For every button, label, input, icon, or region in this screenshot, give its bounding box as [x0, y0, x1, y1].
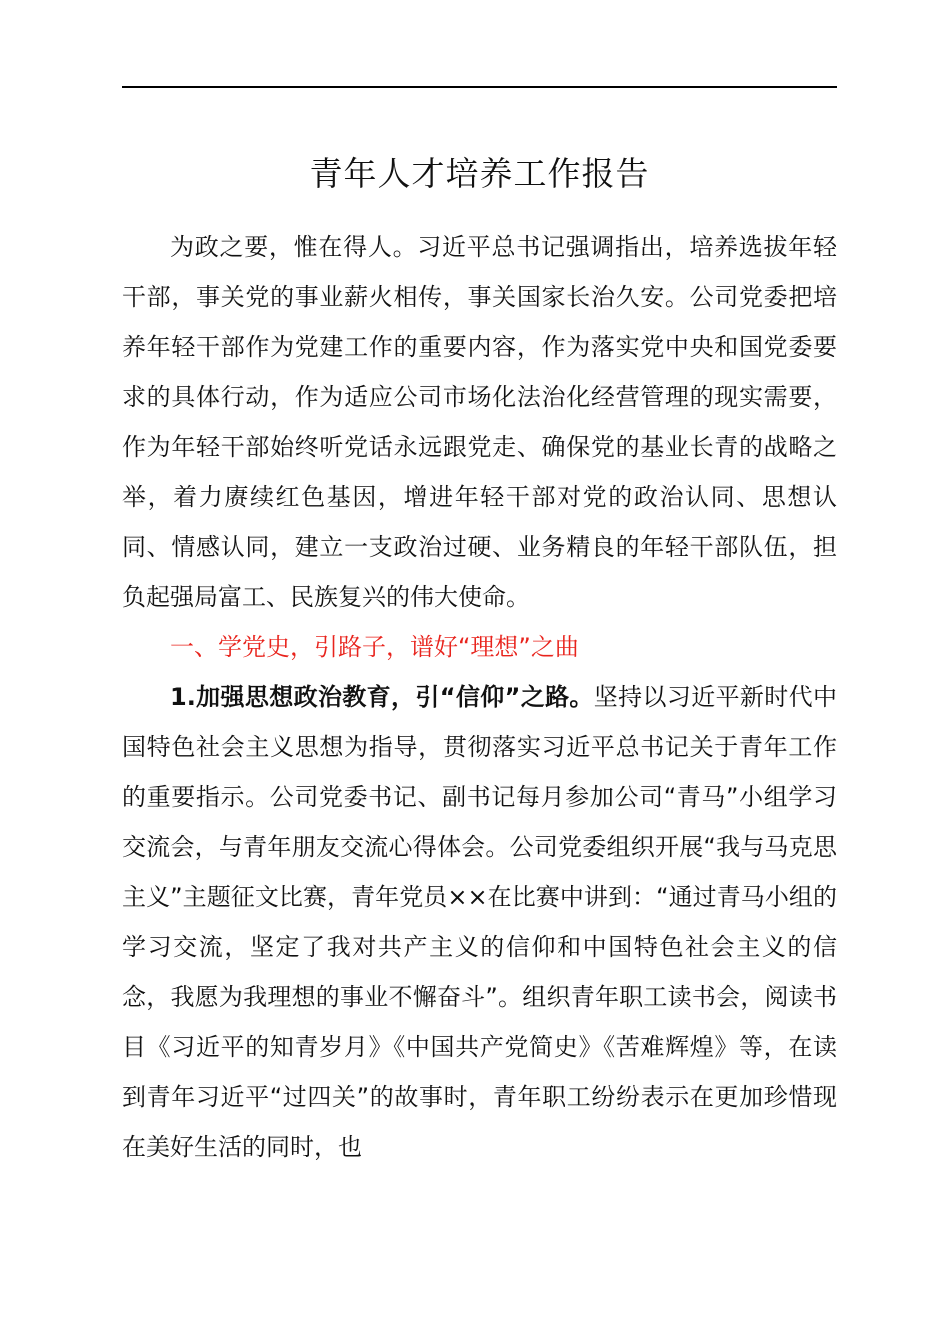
subsection-1-lead: 1.加强思想政治教育，引“信仰”之路。: [170, 683, 594, 711]
subsection-1-text: 坚持以习近平新时代中国特色社会主义思想为指导，贯彻落实习近平总书记关于青年工作的重要指示。公司党委书记、副书记每月参加公司“青马”小组学习交流会，与青年朋友交流心得体会。公司党委组织开展“我与马克思主义”主题征文比赛，青年党员××在比赛中讲到：“通过青马小组的学习交流，坚定了我对共产主义的信仰和中国特色社会主义的信念，我愿为我理想的事业不懈奋斗”。组织青年职工读书会，阅读书目《习近平的知青岁月》《中国共产党简史》《苦难辉煌》等，在读到青年习近平“过四关”的故事时，青年职工纷纷表示在更加珍惜现在美好生活的同时，也: [122, 683, 837, 1161]
section-1-heading: 一、学党史，引路子，谱好“理想”之曲: [170, 633, 579, 661]
subsection-1-paragraph: [122, 672, 837, 1172]
header-rule: [122, 86, 837, 88]
intro-paragraph: 为政之要，惟在得人。习近平总书记强调指出，培养选拔年轻干部，事关党的事业薪火相传，事关国家长治久安。公司党委把培养年轻干部作为党建工作的重要内容，作为落实党中央和国党委要求的具体行动，作为适应公司市场化法治化经营管理的现实需要，作为年轻干部始终听党话永远跟党走、确保党的基业长青的战略之举，着力赓续红色基因，增进年轻干部对党的政治认同、思想认同、情感认同，建立一支政治过硬、业务精良的年轻干部队伍，担负起强局富工、民族复兴的伟大使命。: [122, 233, 837, 611]
document-title: 青年人才培养工作报告: [309, 154, 650, 193]
document-body: [122, 222, 837, 1172]
